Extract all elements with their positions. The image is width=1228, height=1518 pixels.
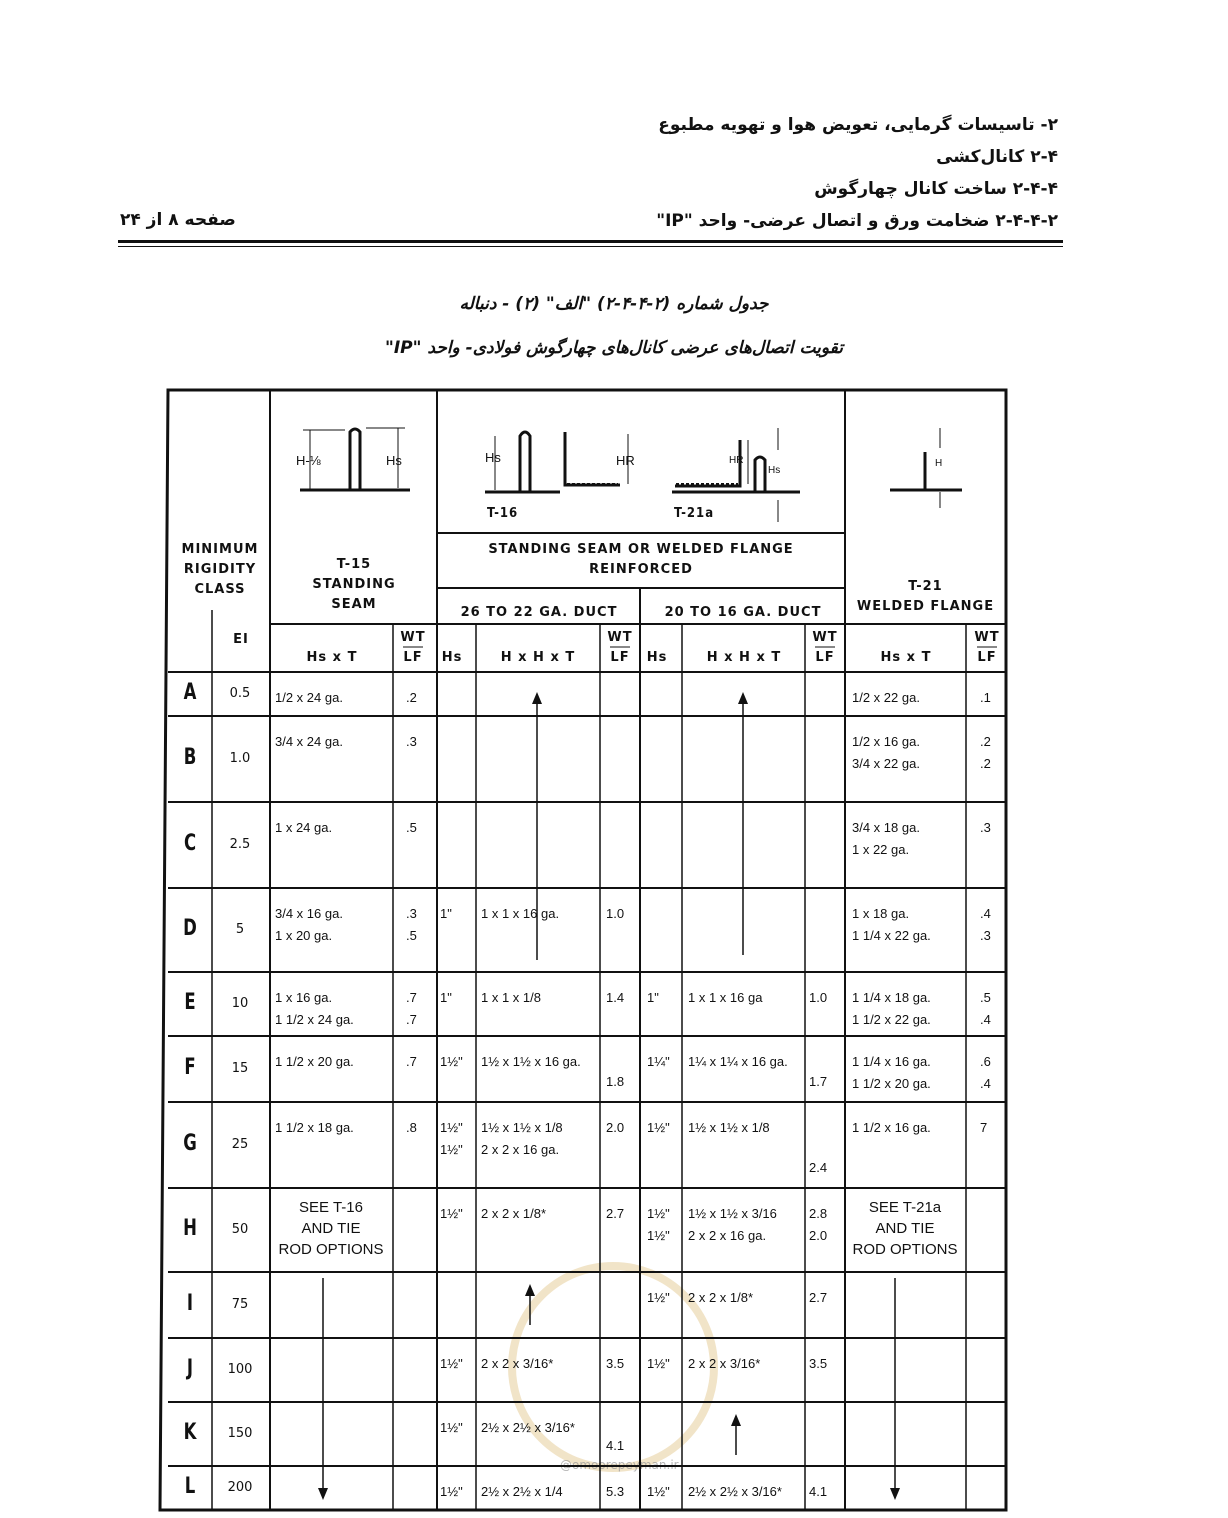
ei-value: 0.5 [229, 686, 251, 701]
table-cell-a-hht: 2 x 2 x 3/16* [481, 1356, 554, 1371]
fig-t16-hs-label: Hs [485, 450, 501, 465]
table-cell-b-hht: 2 x 2 x 1/8* [688, 1290, 754, 1305]
table-cell-b-wt: 4.1 [809, 1484, 828, 1499]
ei-value: 15 [231, 1061, 249, 1076]
table-cell-b-hht: 1 x 1 x 16 ga [688, 990, 763, 1005]
fig-t15-h18-label: H-⅛ [296, 453, 321, 468]
table-cell-a-hht: 2½ x 2½ x 1/4 [481, 1484, 563, 1499]
table-cell-t21: 1/2 x 22 ga. [852, 690, 920, 705]
rigidity-class-letter: L [184, 1474, 196, 1499]
table-cell-t15: 3/4 x 16 ga. [275, 906, 343, 921]
table-cell-b-hht: 2 x 2 x 16 ga. [688, 1228, 767, 1243]
col-header-a-wt: WT LF [607, 630, 633, 665]
col-header-t15-hst: Hs x T [306, 650, 358, 665]
col-header-b-hht: H x H x T [706, 650, 782, 665]
col-header-t21-hst: Hs x T [880, 650, 932, 665]
table-cell-t15-wt: .2 [406, 690, 417, 705]
table-cell-b-hs: 1½" [647, 1356, 670, 1371]
table-cell-b-hht: 1½ x 1½ x 3/16 [688, 1206, 777, 1221]
see-t21a-note: SEE T-21a AND TIE ROD OPTIONS [852, 1199, 958, 1258]
table-cell-b-wt: 2.4 [809, 1160, 828, 1175]
table-cell-t21: 1 1/4 x 16 ga. [852, 1054, 931, 1069]
table-cell-t15: 1 x 16 ga. [275, 990, 333, 1005]
table-cell-a-wt: 4.1 [606, 1438, 625, 1453]
table-cell-t21-wt: .3 [980, 820, 991, 835]
table-cell-t21-wt: .4 [980, 1076, 991, 1091]
rigidity-class-letter: A [183, 680, 197, 705]
watermark-text: @omoorepeyman.ir [560, 1458, 679, 1472]
table-cell-a-wt: 5.3 [606, 1484, 625, 1499]
table-cell-a-hs: 1½" [440, 1054, 463, 1069]
table-cell-t15: 1 1/2 x 18 ga. [275, 1120, 354, 1135]
t21-header: T-21 WELDED FLANGE [856, 579, 995, 614]
table-cell-a-hht: 1 x 1 x 16 ga. [481, 906, 560, 921]
table-cell-a-hs: 1½" [440, 1420, 463, 1435]
table-cell-b-hs: 1½" [647, 1206, 670, 1221]
table-cell-t21: 1 1/4 x 18 ga. [852, 990, 931, 1005]
header-line-1: ۲- تاسیسات گرمایی، تعویض هوا و تهویه مطبوع [658, 115, 1058, 135]
fig-t16-label: T-16 [487, 506, 519, 521]
fig-t16-hr-label: HR [616, 453, 635, 468]
header-line-3: ۲-۴-۴ ساخت کانال چهارگوش [814, 179, 1058, 199]
table-cell-a-hht: 1 x 1 x 1/8 [481, 990, 541, 1005]
header-line-4: ۲-۴-۴-۲ ضخامت ورق و اتصال عرضی- واحد "IP" [656, 211, 1058, 231]
table-cell-b-hs: 1½" [647, 1484, 670, 1499]
table-cell-t21: 3/4 x 18 ga. [852, 820, 920, 835]
table-cell-t15: 1 x 20 ga. [275, 928, 333, 943]
table-cell-t21-wt: .2 [980, 756, 991, 771]
table-cell-b-wt: 1.0 [809, 990, 828, 1005]
ei-header: EI [233, 632, 249, 647]
table-cell-t15: 1 1/2 x 24 ga. [275, 1012, 354, 1027]
table-cell-t21: 1 x 18 ga. [852, 906, 910, 921]
rigidity-class-letter: F [184, 1055, 196, 1080]
table-cell-t15-wt: .5 [406, 928, 417, 943]
col-header-t15-wt: WT LF [400, 630, 426, 665]
rigidity-class-letter: J [186, 1356, 194, 1381]
table-cell-a-hs: 1½" [440, 1206, 463, 1221]
ei-value: 10 [231, 996, 249, 1011]
table-cell-t15-wt: .7 [406, 990, 417, 1005]
rigidity-class-letter: D [183, 916, 197, 941]
ei-value: 1.0 [229, 751, 251, 766]
table-cell-a-hs: 1½" [440, 1120, 463, 1135]
col-header-b-hs: Hs [646, 650, 668, 665]
table-cell-a-hs: 1½" [440, 1484, 463, 1499]
table-cell-t21-wt: .3 [980, 928, 991, 943]
table-cell-b-hs: 1½" [647, 1228, 670, 1243]
table-cell-a-hs: 1" [440, 990, 452, 1005]
rigidity-class-letter: C [183, 831, 197, 856]
table-cell-a-hs: 1½" [440, 1142, 463, 1157]
table-cell-a-hs: 1½" [440, 1356, 463, 1371]
reinforced-header: STANDING SEAM OR WELDED FLANGE REINFORCED [488, 542, 794, 577]
ei-value: 150 [227, 1426, 253, 1441]
fig-t15-hs-label: Hs [386, 453, 402, 468]
table-cell-b-wt: 2.0 [809, 1228, 828, 1243]
table-cell-a-hht: 2½ x 2½ x 3/16* [481, 1420, 575, 1435]
fig-t21a-label: T-21a [674, 506, 715, 521]
sub-header-20-16: 20 TO 16 GA. DUCT [664, 605, 822, 620]
table-cell-b-hs: 1½" [647, 1120, 670, 1135]
table-cell-b-hht: 2 x 2 x 3/16* [688, 1356, 761, 1371]
see-t16-note: SEE T-16 AND TIE ROD OPTIONS [278, 1199, 384, 1258]
ei-value: 100 [227, 1362, 253, 1377]
table-cell-a-hht: 1½ x 1½ x 1/8 [481, 1120, 563, 1135]
rigidity-class-letter: B [183, 745, 197, 770]
min-rigidity-class-header: MINIMUM RIGIDITY CLASS [181, 542, 259, 597]
table-cell-t21: 1 1/2 x 22 ga. [852, 1012, 931, 1027]
table-cell-t21: 1 x 22 ga. [852, 842, 910, 857]
table-cell-a-wt: 1.0 [606, 906, 625, 921]
ei-value: 5 [235, 922, 245, 937]
ei-value: 50 [231, 1222, 249, 1237]
fig-t21a-hr-label: HR [729, 455, 744, 466]
rigidity-class-letter: G [183, 1131, 197, 1156]
sub-header-26-22: 26 TO 22 GA. DUCT [460, 605, 618, 620]
table-cell-t21: 3/4 x 22 ga. [852, 756, 920, 771]
table-cell-t15-wt: .5 [406, 820, 417, 835]
table-cell-t15-wt: .7 [406, 1012, 417, 1027]
table-cell-t15: 3/4 x 24 ga. [275, 734, 343, 749]
table-cell-t15-wt: .7 [406, 1054, 417, 1069]
table-caption-subtitle: تقویت اتصال‌های عرضی کانال‌های چهارگوش فولادی- واحد "IP" [384, 338, 844, 358]
table-cell-t21: 1 1/4 x 22 ga. [852, 928, 931, 943]
table-cell-a-hht: 2 x 2 x 16 ga. [481, 1142, 560, 1157]
table-cell-b-hht: 1¼ x 1¼ x 16 ga. [688, 1054, 788, 1069]
table-cell-t15: 1 1/2 x 20 ga. [275, 1054, 354, 1069]
table-cell-b-hs: 1¼" [647, 1054, 670, 1069]
table-cell-t15-wt: .8 [406, 1120, 417, 1135]
table-cell-b-hht: 2½ x 2½ x 3/16* [688, 1484, 782, 1499]
table-cell-b-wt: 2.7 [809, 1290, 828, 1305]
fig-t21a-hs-label: Hs [768, 465, 781, 476]
table-cell-t21-wt: .1 [980, 690, 991, 705]
t15-header: T-15 STANDING SEAM [312, 557, 396, 612]
table-cell-a-wt: 1.4 [606, 990, 625, 1005]
col-header-t21-wt: WT LF [974, 630, 1000, 665]
table-cell-t15: 1 x 24 ga. [275, 820, 333, 835]
table-cell-b-hht: 1½ x 1½ x 1/8 [688, 1120, 770, 1135]
table-cell-b-wt: 2.8 [809, 1206, 828, 1221]
table-cell-t21-wt: .5 [980, 990, 991, 1005]
table-cell-t15-wt: .3 [406, 734, 417, 749]
col-header-a-hht: H x H x T [500, 650, 576, 665]
table-cell-t15-wt: .3 [406, 906, 417, 921]
rigidity-class-letter: H [183, 1216, 197, 1241]
header-line-2: ۲-۴ کانال‌کشی [936, 147, 1058, 167]
rigidity-class-letter: K [183, 1420, 197, 1445]
rigidity-class-letter: I [186, 1291, 194, 1316]
table-cell-t21-wt: .4 [980, 906, 991, 921]
col-header-b-wt: WT LF [812, 630, 838, 665]
ei-value: 75 [231, 1297, 249, 1312]
rigidity-class-letter: E [184, 990, 196, 1015]
table-cell-t21-wt: 7 [980, 1120, 988, 1135]
table-cell-a-wt: 1.8 [606, 1074, 625, 1089]
table-cell-a-wt: 3.5 [606, 1356, 625, 1371]
table-cell-t21-wt: .2 [980, 734, 991, 749]
page-number: صفحه ۸ از ۲۴ [120, 210, 236, 230]
table-cell-a-wt: 2.7 [606, 1206, 625, 1221]
table-cell-t21: 1 1/2 x 16 ga. [852, 1120, 931, 1135]
ei-value: 25 [231, 1137, 249, 1152]
table-cell-a-hht: 1½ x 1½ x 16 ga. [481, 1054, 581, 1069]
table-cell-b-hs: 1" [647, 990, 659, 1005]
table-cell-t21: 1 1/2 x 20 ga. [852, 1076, 931, 1091]
table-cell-t21-wt: .6 [980, 1054, 991, 1069]
table-cell-a-wt: 2.0 [606, 1120, 625, 1135]
table-cell-a-hs: 1" [440, 906, 452, 921]
table-cell-a-hht: 2 x 2 x 1/8* [481, 1206, 547, 1221]
table-cell-t21: 1/2 x 16 ga. [852, 734, 920, 749]
table-cell-b-wt: 3.5 [809, 1356, 828, 1371]
col-header-a-hs: Hs [441, 650, 463, 665]
table-caption-title: جدول شماره (۲-۴-۴-۲) "الف" (۲) - دنباله [459, 294, 769, 314]
table-cell-t21-wt: .4 [980, 1012, 991, 1027]
fig-t21-h-label: H [935, 458, 943, 469]
ei-value: 2.5 [229, 837, 251, 852]
table-cell-t15: 1/2 x 24 ga. [275, 690, 343, 705]
table-cell-b-hs: 1½" [647, 1290, 670, 1305]
ei-value: 200 [227, 1480, 253, 1495]
table-cell-b-wt: 1.7 [809, 1074, 828, 1089]
